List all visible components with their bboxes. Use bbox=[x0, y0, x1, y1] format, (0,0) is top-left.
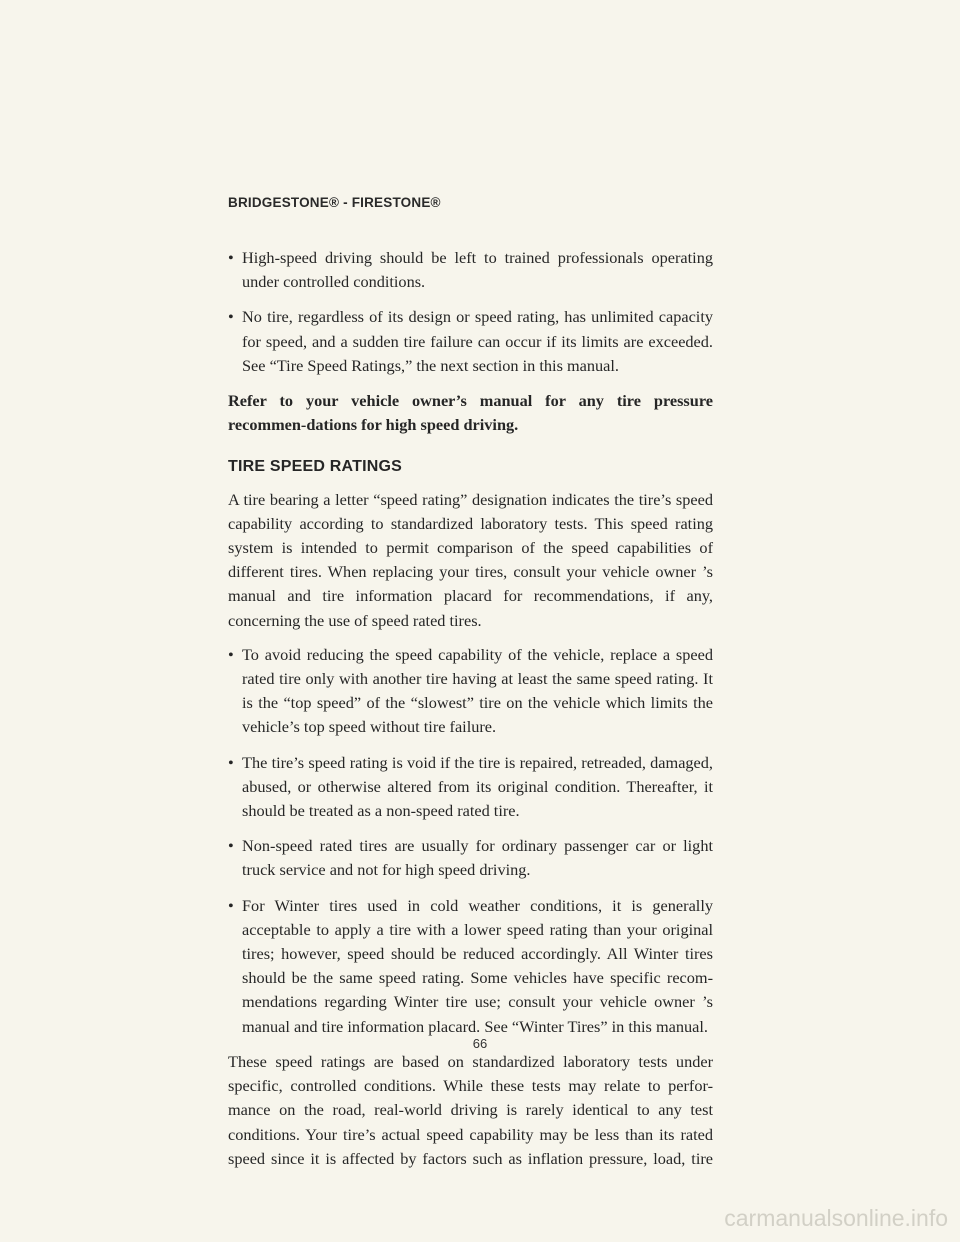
page-number: 66 bbox=[472, 1036, 488, 1051]
bullet-text: No tire, regardless of its design or speed rating, has unlimited capacity for speed, and a sudden tire failure can occur if its limits are exceeded. See “Tire Speed Ratings,” the next section in this manual. bbox=[242, 307, 713, 375]
bullet-text: The tire’s speed rating is void if the tire is repaired, retreaded, damaged, abused, or otherwise altered from its original condition. Thereafter, it should be treated as a non-speed rated tire. bbox=[242, 752, 713, 821]
bullet-item bbox=[228, 834, 713, 882]
bullet-text: Non-speed rated tires are usually for ordinary passenger car or light truck service and not for high speed driving. bbox=[242, 836, 713, 880]
bullet-item bbox=[228, 643, 713, 740]
closing-paragraph: These speed ratings are based on standardized laboratory tests under specific, controlled conditions. While these tests may relate to perfor-mance on the road, real-world driving is rarely identical to any test conditions. Your tire’s actual speed capability may be less than its rated speed since it is affected by factors such as inflation pressure, load, tire bbox=[228, 1051, 713, 1168]
bold-note: Refer to your vehicle owner’s manual for any tire pressure recommen-dations for high speed driving. bbox=[228, 391, 713, 435]
bullet-icon: • bbox=[228, 307, 234, 327]
bullet-text: High-speed driving should be left to trained professionals operating under controlled conditions. bbox=[242, 248, 713, 292]
bullet-icon: • bbox=[228, 836, 234, 856]
bullet-item bbox=[228, 894, 713, 1039]
watermark: carmanualsonline.info bbox=[724, 1205, 948, 1231]
bullet-icon: • bbox=[228, 752, 234, 772]
bullet-icon: • bbox=[228, 248, 234, 267]
running-head: BRIDGESTONE® - FIRESTONE® bbox=[228, 195, 441, 210]
section-heading: TIRE SPEED RATINGS bbox=[228, 458, 402, 476]
bullet-item bbox=[228, 246, 713, 294]
bullet-text: For Winter tires used in cold weather conditions, it is generally acceptable to apply a tire with a lower speed rating than your original tires; however, speed should be reduced accordingly. All Winter tires should be the same speed rating. Some vehicles have specific recom-mendations regarding Winter tire use; consult your vehicle owner ’s manual and tire information placard. See “Winter Tires” in this manual. bbox=[242, 895, 713, 1036]
bullet-item bbox=[228, 305, 713, 378]
bullet-icon: • bbox=[228, 895, 234, 915]
bullet-icon: • bbox=[228, 644, 234, 664]
bullet-item bbox=[228, 751, 713, 824]
section-intro: A tire bearing a letter “speed rating” designation indicates the tire’s speed capability according to standardized laboratory tests. This speed rating system is intended to permit comparison of the speed capabilities of different tires. When replacing your tires, consult your vehicle owner ’s manual and tire information placard for recommendations, if any, concerning the use of speed rated tires. bbox=[228, 489, 713, 630]
bullet-text: To avoid reducing the speed capability of the vehicle, replace a speed rated tire only with another tire having at least the same speed rating. It is the “top speed” of the “slowest” tire on the vehicle which limits the vehicle’s top speed without tire failure. bbox=[242, 644, 713, 737]
